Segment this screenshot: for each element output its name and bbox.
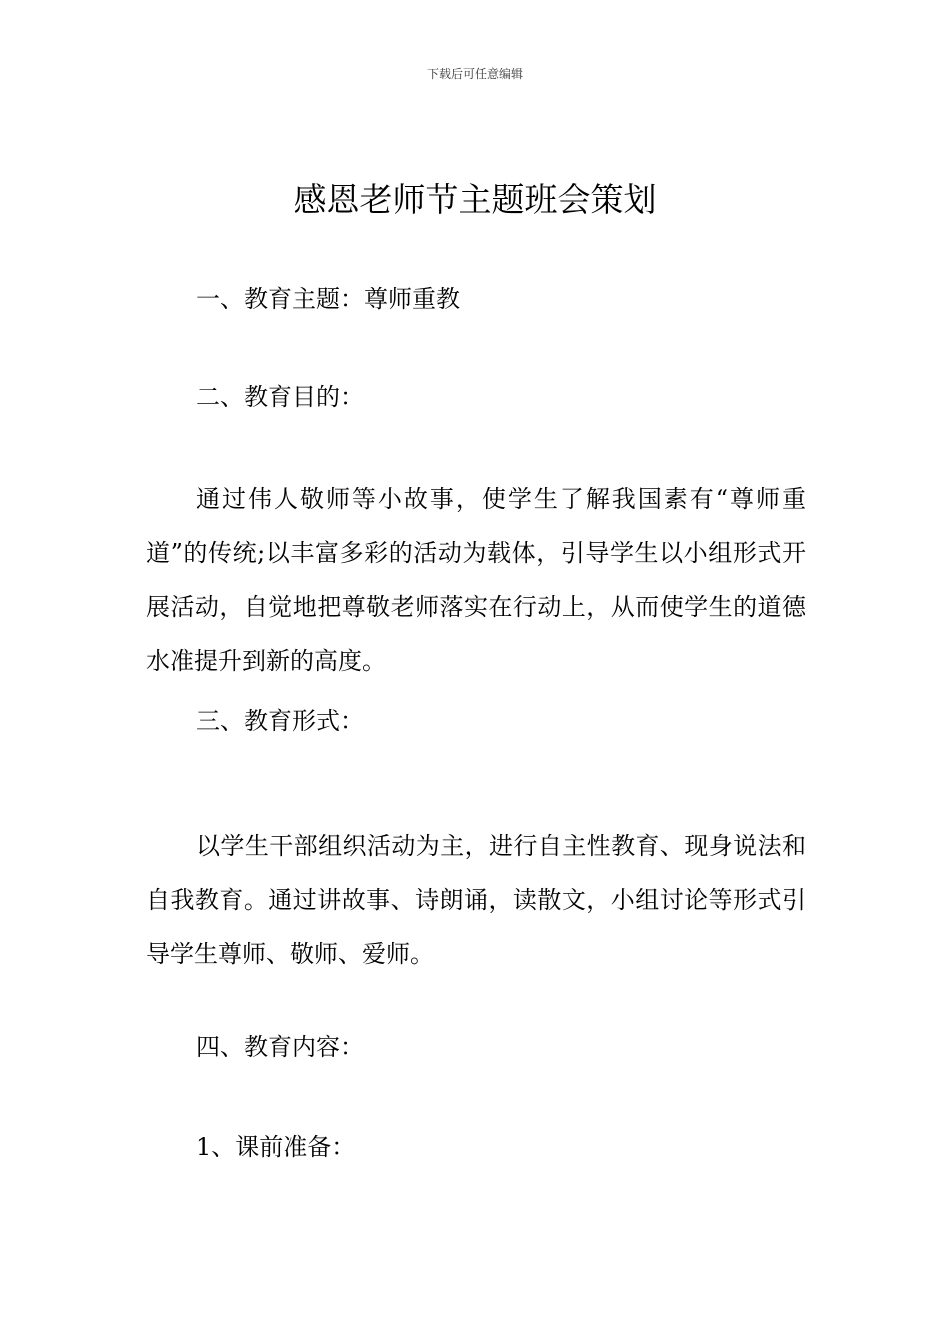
section-1-heading: 一、教育主题：尊师重教 [196,285,460,313]
section-2-paragraph: 通过伟人敬师等小故事，使学生了解我国素有“尊师重道”的传统;以丰富多彩的活动为载体，引导学生以小组形式开展活动，自觉地把尊敬老师落实在行动上，从而使学生的道德水准提升到新的高度。 [146,485,806,675]
section-3-paragraph: 以学生干部组织活动为主，进行自主性教育、现身说法和自我教育。通过讲故事、诗朗诵，读散文，小组讨论等形式引导学生尊师、敬师、爱师。 [146,832,806,968]
section-3-heading: 三、教育形式： [196,707,364,735]
page-header-note: 下载后可任意编辑 [426,67,523,81]
section-2-heading: 二、教育目的： [196,383,364,411]
document-title: 感恩老师节主题班会策划 [293,180,657,219]
section-4-heading: 四、教育内容： [196,1033,364,1061]
item-1-heading: 1、课前准备： [196,1133,356,1161]
